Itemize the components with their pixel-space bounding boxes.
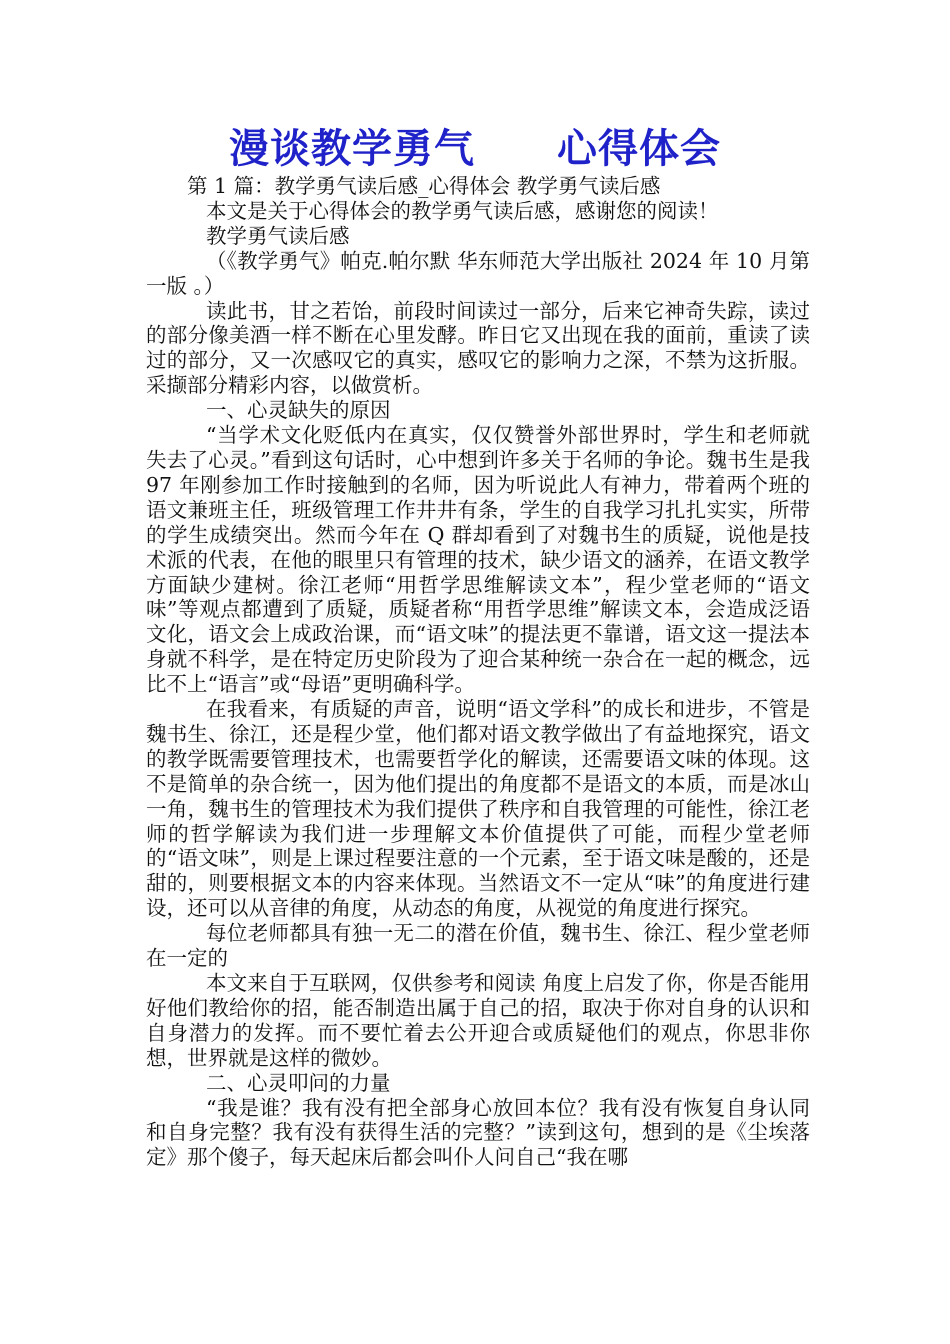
paragraph: 教学勇气读后感 xyxy=(206,223,350,248)
document-title: 漫谈教学勇气 心得体会 xyxy=(229,125,721,172)
paragraph: 在我看来，有质疑的声音，说明“语文学科”的成长和进步，不管是魏书生、徐江，还是程少堂，他们都对语文教学做出了有益地探究，语文的教学既需要管理技术，也需要哲学化的解读，还需要语文味的体现。这不是简单的杂合统一，因为他们提出的角度都不是语文的本质，而是冰山一角，魏书生的管理技术为我们提供了秩序和自我管理的可能性，徐江老师的哲学解读为我们进一步理解文本价值提供了可能，而程少堂老师的“语文味”，则是上课过程要注意的一个元素，至于语文味是酸的，还是甜的，则要根据文本的内容来体现。当然语文不一定从“味”的角度进行建设，还可以从音律的角度，从动态的角度，从视觉的角度进行探究。 xyxy=(146,697,810,921)
paragraph: （《教学勇气》帕克.帕尔默 华东师范大学出版社 2024 年 10 月第一版 。） xyxy=(146,248,810,298)
paragraph: “我是谁？我有没有把全部身心放回本位？我有没有恢复自身认同和自身完整？我有没有获得生活的完整？”读到这句，想到的是《尘埃落定》那个傻子，每天起床后都会叫仆人问自己“我在哪 xyxy=(146,1095,810,1170)
paragraph: 第 1 篇：教学勇气读后感_心得体会 教学勇气读后感 xyxy=(187,174,661,198)
document-body xyxy=(146,174,810,1170)
paragraph: 读此书，甘之若饴，前段时间读过一部分，后来它神奇失踪，读过的部分像美酒一样不断在心里发酵。昨日它又出现在我的面前，重读了读过的部分，又一次感叹它的真实，感叹它的影响力之深，不禁为这折服。采撷部分精彩内容，以做赏析。 xyxy=(146,298,810,398)
paragraph: 本文来自于互联网，仅供参考和阅读 角度上启发了你，你是否能用好他们教给你的招，能否制造出属于自己的招，取决于你对自身的认识和自身潜力的发挥。而不要忙着去公开迎合或质疑他们的观点，你思非你想，世界就是这样的微妙。 xyxy=(146,971,810,1070)
section-heading: 一、心灵缺失的原因 xyxy=(206,398,391,423)
paragraph: 本文是关于心得体会的教学勇气读后感，感谢您的阅读！ xyxy=(206,198,719,223)
section-heading: 二、心灵叩问的力量 xyxy=(206,1070,391,1095)
paragraph: 每位老师都具有独一无二的潜在价值，魏书生、徐江、程少堂老师在一定的 xyxy=(146,921,810,971)
paragraph: “当学术文化贬低内在真实，仅仅赞誉外部世界时，学生和老师就失去了心灵。”看到这句话时，心中想到许多关于名师的争论。魏书生是我 97 年刚参加工作时接触到的名师，因为听说此人有神力，带着两个班的语文兼班主任，班级管理工作井井有条，学生的自我学习扎扎实实，所带的学生成绩突出。然而今年在 Q 群却看到了对魏书生的质疑，说他是技术派的代表，在他的眼里只有管理的技术，缺少语文的涵养，在语文教学方面缺少建树。徐江老师“用哲学思维解读文本”，程少堂老师的“语文味”等观点都遭到了质疑，质疑者称“用哲学思维”解读文本，会造成泛语文化，语文会上成政治课，而“语文味”的提法更不靠谱，语文这一提法本身就不科学，是在特定历史阶段为了迎合某种统一杂合在一起的概念，远比不上“语言”或“母语”更明确科学。 xyxy=(146,423,810,697)
